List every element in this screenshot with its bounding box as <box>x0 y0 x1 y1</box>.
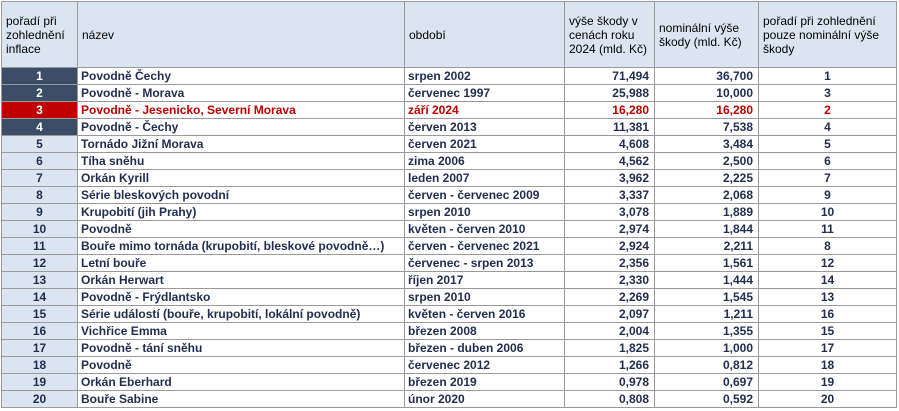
damage-2024-cell: 71,494 <box>565 68 655 85</box>
damage-2024-cell: 3,962 <box>565 170 655 187</box>
name-cell: Bouře mimo tornáda (krupobití, bleskové povodně…) <box>78 238 405 255</box>
table-row <box>2 119 897 136</box>
damage-2024-cell: 1,266 <box>565 357 655 374</box>
name-cell: Povodně - Čechy <box>78 119 405 136</box>
table-row <box>2 238 897 255</box>
name-cell: Bouře Sabine <box>78 391 405 408</box>
name-cell: Povodně - Jesenicko, Severní Morava <box>78 102 405 119</box>
damage-2024-cell: 3,337 <box>565 187 655 204</box>
rank-cell: 4 <box>2 119 78 136</box>
rank-cell: 15 <box>2 306 78 323</box>
table-row <box>2 255 897 272</box>
rank-nominal-cell: 1 <box>759 68 897 85</box>
table-row <box>2 357 897 374</box>
rank-nominal-cell: 5 <box>759 136 897 153</box>
header-rank-inflation: pořadí při zohlednění inflace <box>2 2 78 68</box>
rank-cell: 9 <box>2 204 78 221</box>
name-cell: Orkán Kyrill <box>78 170 405 187</box>
damage-nominal-cell: 1,211 <box>655 306 759 323</box>
rank-cell: 11 <box>2 238 78 255</box>
rank-nominal-cell: 19 <box>759 374 897 391</box>
damage-nominal-cell: 0,697 <box>655 374 759 391</box>
period-cell: únor 2020 <box>405 391 565 408</box>
rank-cell: 19 <box>2 374 78 391</box>
name-cell: Povodně - tání sněhu <box>78 340 405 357</box>
name-cell: Série událostí (bouře, krupobití, lokální povodně) <box>78 306 405 323</box>
damage-nominal-cell: 10,000 <box>655 85 759 102</box>
period-cell: červen - červenec 2021 <box>405 238 565 255</box>
rank-nominal-cell: 13 <box>759 289 897 306</box>
name-cell: Série bleskových povodní <box>78 187 405 204</box>
damage-2024-cell: 0,978 <box>565 374 655 391</box>
damage-nominal-cell: 3,484 <box>655 136 759 153</box>
damage-2024-cell: 2,004 <box>565 323 655 340</box>
name-cell: Vichřice Emma <box>78 323 405 340</box>
header-damage-nominal: nominální výše škody (mld. Kč) <box>655 2 759 68</box>
header-name: název <box>78 2 405 68</box>
damage-nominal-cell: 7,538 <box>655 119 759 136</box>
name-cell: Povodně - Frýdlantsko <box>78 289 405 306</box>
period-cell: říjen 2017 <box>405 272 565 289</box>
rank-cell: 13 <box>2 272 78 289</box>
rank-cell: 3 <box>2 102 78 119</box>
damage-2024-cell: 11,381 <box>565 119 655 136</box>
header-damage-2024: výše škody v cenách roku 2024 (mld. Kč) <box>565 2 655 68</box>
name-cell: Orkán Herwart <box>78 272 405 289</box>
damage-nominal-cell: 1,444 <box>655 272 759 289</box>
damage-nominal-cell: 1,000 <box>655 340 759 357</box>
rank-nominal-cell: 9 <box>759 187 897 204</box>
rank-nominal-cell: 12 <box>759 255 897 272</box>
period-cell: březen 2019 <box>405 374 565 391</box>
damage-table <box>1 1 897 408</box>
name-cell: Povodně - Morava <box>78 85 405 102</box>
damage-2024-cell: 2,330 <box>565 272 655 289</box>
damage-nominal-cell: 2,068 <box>655 187 759 204</box>
damage-nominal-cell: 2,211 <box>655 238 759 255</box>
rank-nominal-cell: 6 <box>759 153 897 170</box>
table-row <box>2 391 897 408</box>
rank-cell: 1 <box>2 68 78 85</box>
damage-nominal-cell: 1,545 <box>655 289 759 306</box>
damage-nominal-cell: 0,592 <box>655 391 759 408</box>
name-cell: Povodně <box>78 357 405 374</box>
table-row <box>2 170 897 187</box>
header-row <box>2 2 897 68</box>
rank-cell: 17 <box>2 340 78 357</box>
period-cell: březen - duben 2006 <box>405 340 565 357</box>
rank-nominal-cell: 8 <box>759 238 897 255</box>
damage-2024-cell: 2,356 <box>565 255 655 272</box>
period-cell: leden 2007 <box>405 170 565 187</box>
damage-nominal-cell: 2,225 <box>655 170 759 187</box>
damage-nominal-cell: 2,500 <box>655 153 759 170</box>
header-period: období <box>405 2 565 68</box>
damage-2024-cell: 3,078 <box>565 204 655 221</box>
table-row <box>2 221 897 238</box>
damage-2024-cell: 2,269 <box>565 289 655 306</box>
period-cell: květen - červen 2010 <box>405 221 565 238</box>
rank-nominal-cell: 3 <box>759 85 897 102</box>
period-cell: září 2024 <box>405 102 565 119</box>
rank-cell: 5 <box>2 136 78 153</box>
rank-cell: 20 <box>2 391 78 408</box>
rank-cell: 18 <box>2 357 78 374</box>
rank-nominal-cell: 20 <box>759 391 897 408</box>
table-row <box>2 272 897 289</box>
table-row <box>2 102 897 119</box>
damage-nominal-cell: 1,355 <box>655 323 759 340</box>
name-cell: Povodně Čechy <box>78 68 405 85</box>
table-row <box>2 68 897 85</box>
damage-2024-cell: 2,974 <box>565 221 655 238</box>
rank-cell: 16 <box>2 323 78 340</box>
damage-nominal-cell: 36,700 <box>655 68 759 85</box>
name-cell: Orkán Eberhard <box>78 374 405 391</box>
table-row <box>2 136 897 153</box>
rank-nominal-cell: 18 <box>759 357 897 374</box>
rank-nominal-cell: 4 <box>759 119 897 136</box>
period-cell: srpen 2010 <box>405 204 565 221</box>
period-cell: červen - červenec 2009 <box>405 187 565 204</box>
header-rank-nominal: pořadí při zohlednění pouze nominální výše škody <box>759 2 897 68</box>
period-cell: červen 2021 <box>405 136 565 153</box>
rank-cell: 6 <box>2 153 78 170</box>
name-cell: Tornádo Jižní Morava <box>78 136 405 153</box>
rank-nominal-cell: 11 <box>759 221 897 238</box>
period-cell: srpen 2002 <box>405 68 565 85</box>
rank-nominal-cell: 16 <box>759 306 897 323</box>
rank-nominal-cell: 7 <box>759 170 897 187</box>
rank-nominal-cell: 10 <box>759 204 897 221</box>
name-cell: Letní bouře <box>78 255 405 272</box>
rank-cell: 12 <box>2 255 78 272</box>
table-row <box>2 153 897 170</box>
period-cell: zima 2006 <box>405 153 565 170</box>
rank-cell: 14 <box>2 289 78 306</box>
damage-2024-cell: 16,280 <box>565 102 655 119</box>
period-cell: červenec - srpen 2013 <box>405 255 565 272</box>
table-row <box>2 340 897 357</box>
rank-cell: 8 <box>2 187 78 204</box>
damage-nominal-cell: 1,889 <box>655 204 759 221</box>
rank-nominal-cell: 2 <box>759 102 897 119</box>
name-cell: Krupobití (jih Prahy) <box>78 204 405 221</box>
damage-nominal-cell: 1,561 <box>655 255 759 272</box>
damage-2024-cell: 0,808 <box>565 391 655 408</box>
table-row <box>2 85 897 102</box>
damage-2024-cell: 2,097 <box>565 306 655 323</box>
rank-cell: 2 <box>2 85 78 102</box>
rank-cell: 7 <box>2 170 78 187</box>
damage-2024-cell: 25,988 <box>565 85 655 102</box>
name-cell: Tíha sněhu <box>78 153 405 170</box>
period-cell: srpen 2010 <box>405 289 565 306</box>
table-row <box>2 374 897 391</box>
damage-2024-cell: 1,825 <box>565 340 655 357</box>
name-cell: Povodně <box>78 221 405 238</box>
damage-nominal-cell: 1,844 <box>655 221 759 238</box>
period-cell: červenec 2012 <box>405 357 565 374</box>
table-row <box>2 204 897 221</box>
table-row <box>2 306 897 323</box>
damage-nominal-cell: 16,280 <box>655 102 759 119</box>
rank-cell: 10 <box>2 221 78 238</box>
damage-2024-cell: 4,608 <box>565 136 655 153</box>
table-row <box>2 187 897 204</box>
table-row <box>2 289 897 306</box>
rank-nominal-cell: 15 <box>759 323 897 340</box>
period-cell: červenec 1997 <box>405 85 565 102</box>
period-cell: březen 2008 <box>405 323 565 340</box>
damage-2024-cell: 4,562 <box>565 153 655 170</box>
damage-2024-cell: 2,924 <box>565 238 655 255</box>
table-row <box>2 323 897 340</box>
damage-table-wrapper <box>1 1 897 408</box>
damage-nominal-cell: 0,812 <box>655 357 759 374</box>
period-cell: květen - červen 2016 <box>405 306 565 323</box>
period-cell: červen 2013 <box>405 119 565 136</box>
rank-nominal-cell: 14 <box>759 272 897 289</box>
rank-nominal-cell: 17 <box>759 340 897 357</box>
